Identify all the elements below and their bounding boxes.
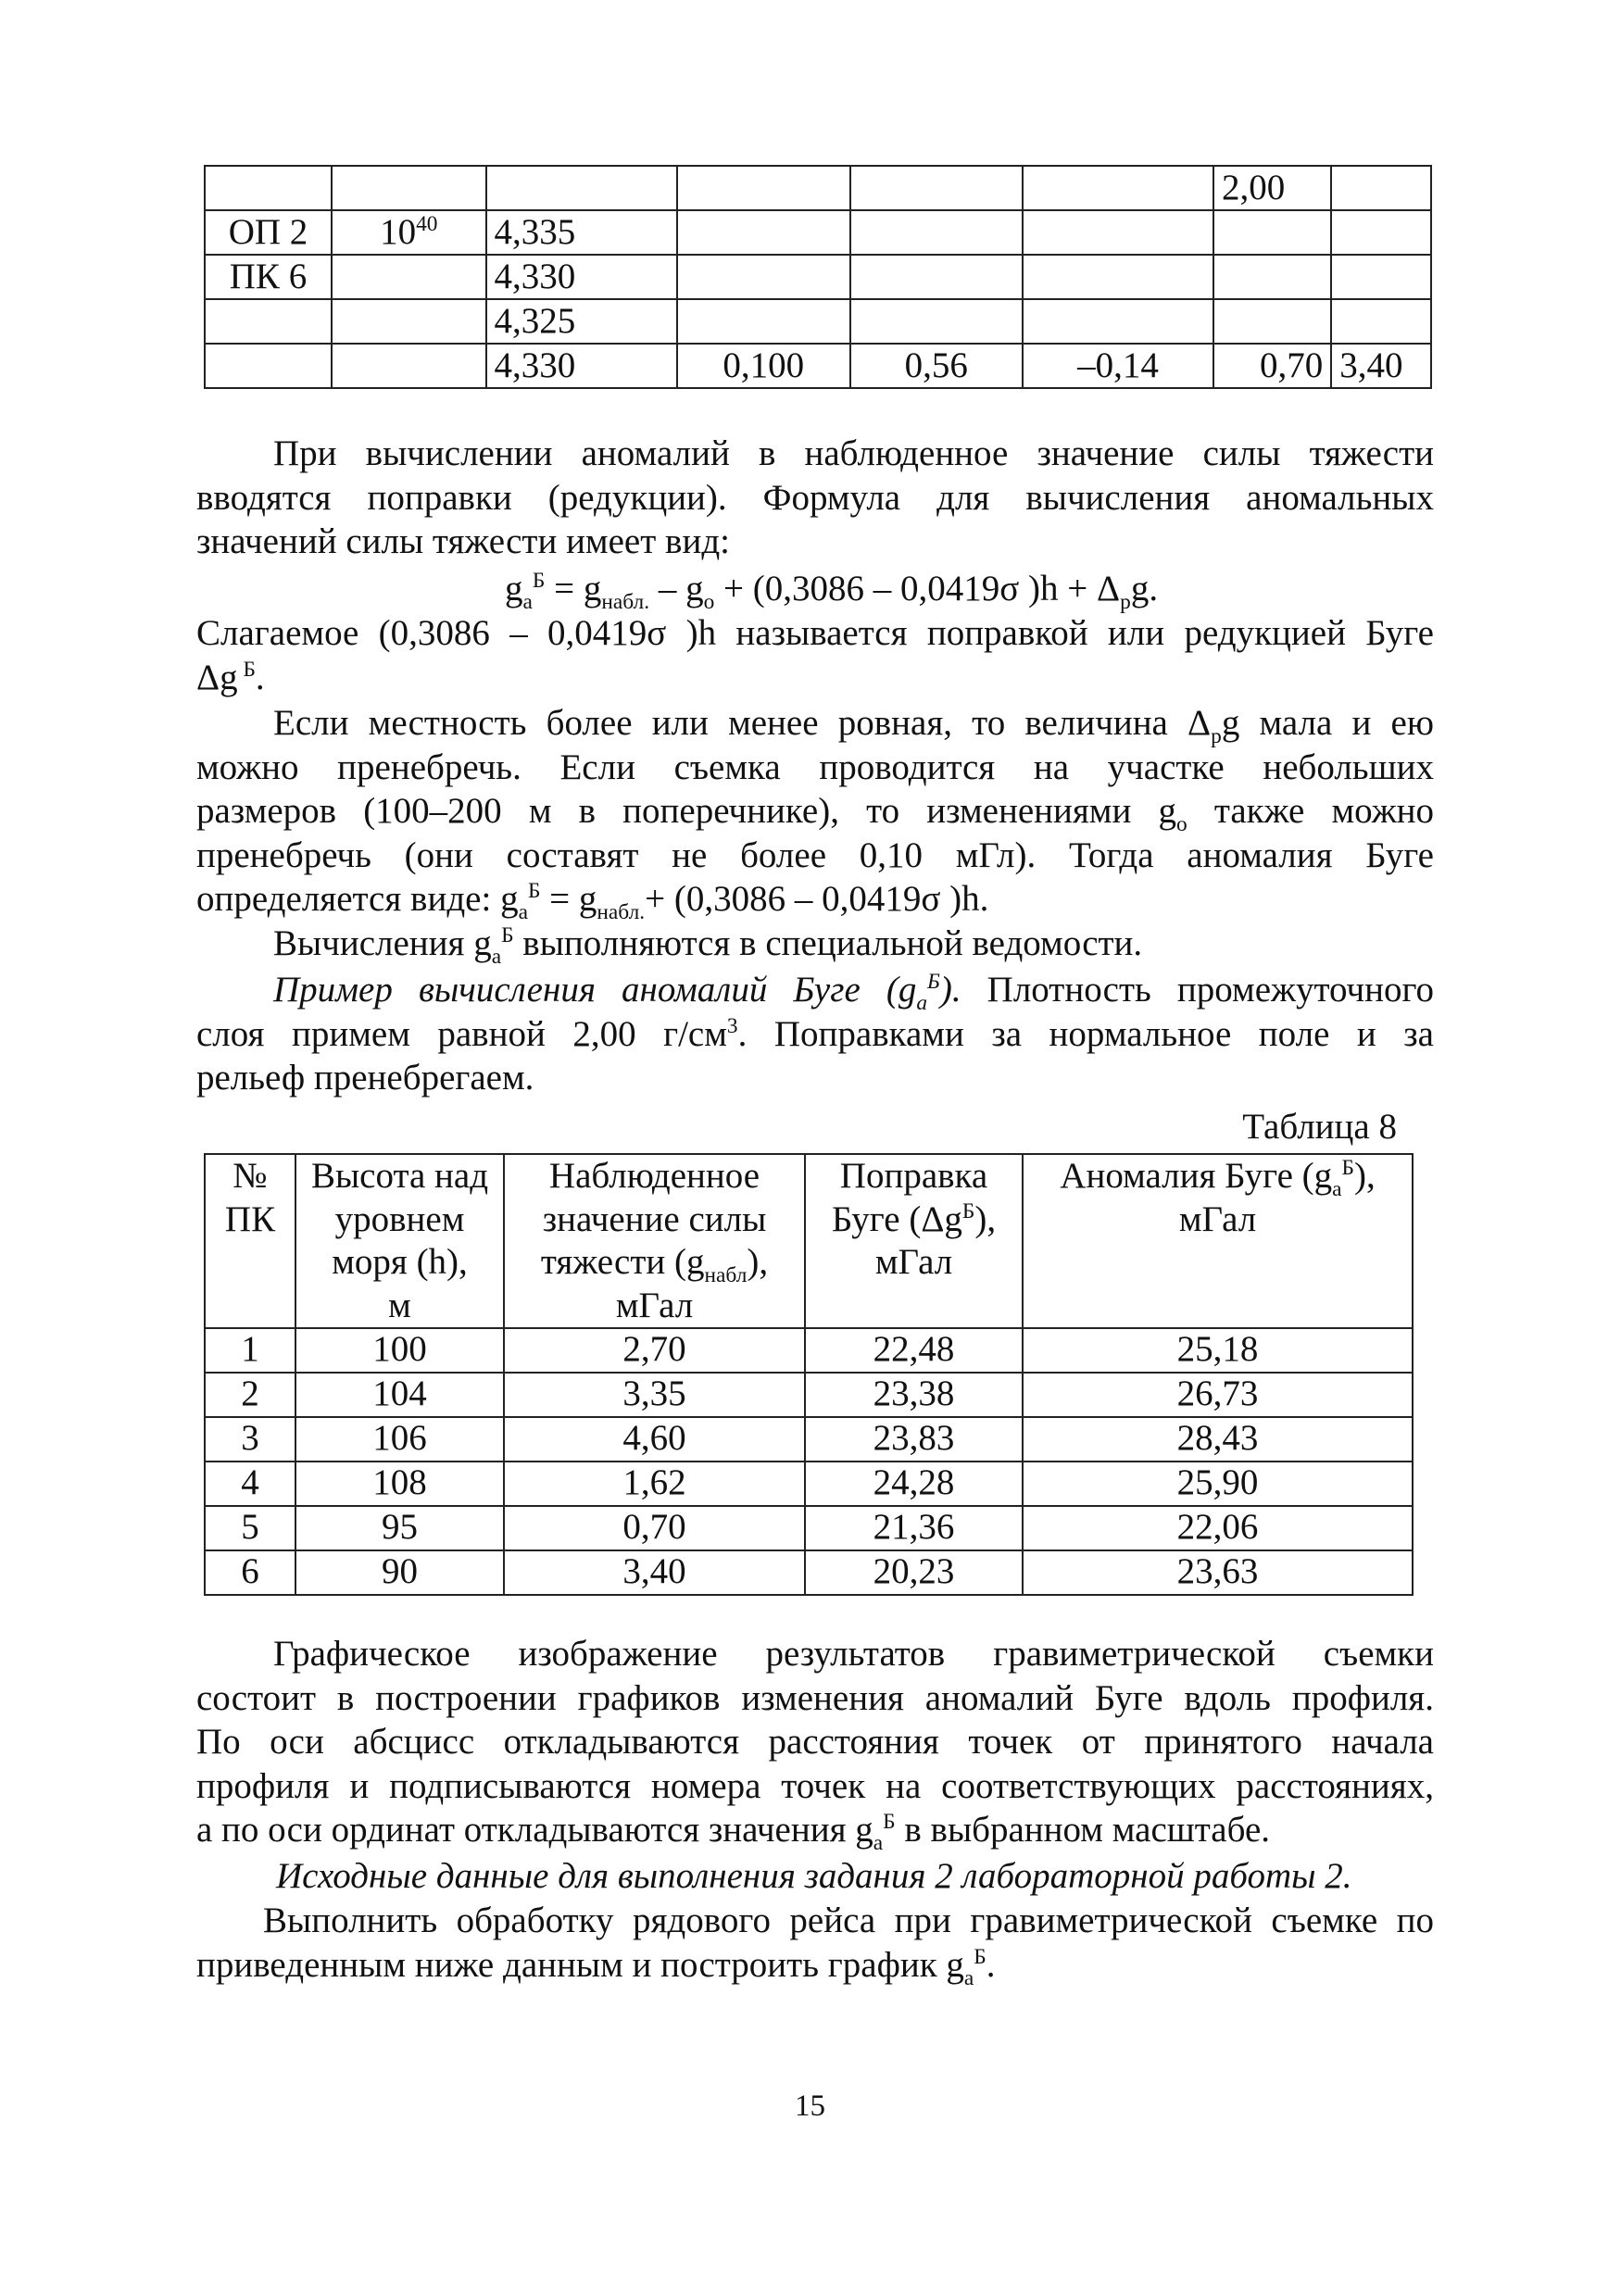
text-line — [196, 1808, 1434, 1855]
header-fragment: тяжести (g — [540, 1242, 705, 1282]
table-cell: 4,330 — [486, 344, 677, 388]
header-text: значение силы — [542, 1198, 767, 1239]
header-text: Поправка — [839, 1156, 988, 1196]
superscript: Б — [1341, 1156, 1354, 1180]
task-heading: Исходные данные для выполнения задания 2 лабораторной работы 2. — [276, 1856, 1352, 1896]
table-cell: 23,83 — [805, 1417, 1023, 1462]
table-cell — [677, 299, 850, 344]
text-fragment: размеров (100–200 м в поперечнике), то изменениями g — [196, 791, 1176, 831]
subscript: а — [963, 1965, 974, 1990]
header-cell-pk — [205, 1154, 295, 1328]
table-caption: Таблица 8 — [1242, 1107, 1397, 1147]
superscript: Б — [237, 657, 256, 682]
table-cell: 6 — [205, 1550, 295, 1595]
table-cell — [205, 299, 332, 344]
table-cell — [332, 166, 486, 210]
subscript: набл — [704, 1262, 748, 1287]
table-row — [205, 1328, 1413, 1373]
table-cell: ОП 2 — [205, 210, 332, 255]
paragraph-bouguer-correction — [196, 611, 1434, 699]
text-fragment: в выбранном масштабе. — [895, 1810, 1271, 1850]
table-cell: –0,14 — [1023, 344, 1213, 388]
table-cell: 23,63 — [1023, 1550, 1413, 1595]
table-cell: 26,73 — [1023, 1373, 1413, 1417]
text-line — [196, 1012, 1434, 1057]
table-row — [205, 299, 1431, 344]
table-cell: 1,62 — [504, 1462, 805, 1506]
text-fragment: + (0,3086 – 0,0419σ )h. — [645, 879, 989, 919]
paragraph-example — [196, 968, 1434, 1100]
header-text: мГал — [874, 1242, 953, 1282]
text-fragment: g мала и ею — [1221, 703, 1434, 743]
header-text: ПК — [224, 1198, 276, 1239]
paragraph-terrain — [196, 701, 1434, 922]
table-cell — [1331, 255, 1431, 299]
header-fragment: ), — [1353, 1156, 1376, 1196]
text-fragment: Δg — [196, 657, 238, 697]
text-fragment: . — [986, 1944, 996, 1985]
header-text: Наблюденное — [548, 1156, 760, 1196]
superscript: Б — [883, 1810, 896, 1834]
table-cell — [1213, 299, 1331, 344]
formula-sub: а — [522, 589, 533, 614]
formula-text: + (0,3086 – 0,0419σ )h + Δ — [714, 569, 1121, 609]
header-fragment: Буге (Δg — [831, 1198, 962, 1239]
paragraph-intro — [196, 432, 1434, 564]
table-cell: 22,48 — [805, 1328, 1023, 1373]
table-cell — [332, 344, 486, 388]
formula-text: = g — [545, 569, 602, 609]
table-cell: 2,70 — [504, 1328, 805, 1373]
table-cell — [1023, 166, 1213, 210]
text-fragment: Плотность промежуточного — [961, 970, 1434, 1010]
table-cell: 0,56 — [850, 344, 1023, 388]
text-line: По оси абсцисс откладываются расстояния точек от принятого начала — [196, 1722, 1434, 1762]
header-cell-height — [295, 1154, 504, 1328]
table-cell — [850, 210, 1023, 255]
header-text: мГал — [615, 1285, 694, 1325]
text-fragment: слоя примем равной 2,00 г/см — [196, 1013, 727, 1054]
table-row — [205, 344, 1431, 388]
header-text — [810, 1198, 1018, 1242]
header-cell-anomaly — [1023, 1154, 1413, 1328]
subscript: а — [1332, 1176, 1342, 1201]
text-line: При вычислении аномалий в наблюденное значение силы тяжести — [273, 433, 1434, 473]
page-number: 15 — [795, 2089, 825, 2123]
header-text: Высота над — [310, 1156, 489, 1196]
table-cell: 4,335 — [486, 210, 677, 255]
table-cell — [332, 255, 486, 299]
table-row — [205, 1462, 1413, 1506]
table-cell: 3 — [205, 1417, 295, 1462]
superscript: Б — [961, 1198, 975, 1223]
table-cell — [1331, 299, 1431, 344]
table-cell: 4,325 — [486, 299, 677, 344]
formula-text: g. — [1130, 569, 1159, 609]
text-line — [196, 701, 1434, 746]
table-cell: 25,90 — [1023, 1462, 1413, 1506]
table-cell: 0,100 — [677, 344, 850, 388]
table-cell: 108 — [295, 1462, 504, 1506]
time-value: 10 — [380, 212, 417, 252]
table-cell: 28,43 — [1023, 1417, 1413, 1462]
text-line: профиля и подписываются номера точек на соответствующих расстояниях, — [196, 1765, 1434, 1806]
table-cell: 100 — [295, 1328, 504, 1373]
table-row — [205, 166, 1431, 210]
table-cell: 90 — [295, 1550, 504, 1595]
text-fragment: а по оси ординат откладываются значения g — [196, 1810, 873, 1850]
superscript: Б — [974, 1944, 986, 1969]
table-cell: 4,330 — [486, 255, 677, 299]
header-text: уровнем — [334, 1198, 465, 1239]
table-cell — [332, 299, 486, 344]
header-fragment: Аномалия Буге (g — [1060, 1156, 1333, 1196]
table-cell — [1023, 299, 1213, 344]
text-fragment: = g — [540, 879, 597, 919]
formula-text: – g — [649, 569, 704, 609]
table-cell: 22,06 — [1023, 1506, 1413, 1550]
header-text: № — [232, 1156, 268, 1196]
table-cell: 21,36 — [805, 1506, 1023, 1550]
text-fragment: приведенным ниже данным и построить график g — [196, 1944, 964, 1985]
text-fragment: Вычисления g — [273, 923, 492, 963]
table-cell — [1213, 210, 1331, 255]
header-fragment: ), — [747, 1242, 769, 1282]
text-line — [196, 656, 1434, 700]
bouguer-formula — [505, 567, 1159, 614]
paragraph-calculation-note — [196, 922, 1434, 969]
superscript: Б — [527, 879, 541, 903]
text-line — [196, 877, 1434, 922]
table-row — [205, 1373, 1413, 1417]
table-cell — [677, 210, 850, 255]
text-line: Выполнить обработку рядового рейса при гравиметрической съемке по — [263, 1901, 1434, 1940]
table-cell — [205, 344, 332, 388]
table-cell — [205, 166, 332, 210]
text-line — [196, 968, 1434, 1015]
formula-sub: о — [703, 589, 715, 614]
formula-sup: Б — [532, 569, 546, 593]
table-cell: 3,35 — [504, 1373, 805, 1417]
text-fragment: выполняются в специальной ведомости. — [513, 923, 1143, 963]
formula-sub: набл. — [601, 589, 650, 614]
table-row — [205, 1550, 1413, 1595]
table-row — [205, 1506, 1413, 1550]
subscript: a — [916, 990, 928, 1015]
formula-sub: р — [1120, 589, 1131, 614]
subscript: о — [1176, 811, 1187, 836]
table-cell: 25,18 — [1023, 1328, 1413, 1373]
header-text: мГал — [1178, 1198, 1257, 1239]
time-superscript: 40 — [416, 212, 438, 236]
table-cell — [1213, 255, 1331, 299]
table-cell — [677, 255, 850, 299]
table-cell: 1 — [205, 1328, 295, 1373]
text-fragment: Если местность более или менее ровная, то величина Δ — [273, 703, 1212, 743]
header-cell-correction — [805, 1154, 1023, 1328]
superscript: 3 — [726, 1013, 738, 1038]
text-line: рельеф пренебрегаем. — [196, 1058, 534, 1098]
formula-text: g — [505, 569, 523, 609]
header-fragment: ), — [974, 1198, 997, 1239]
table-cell — [1331, 210, 1431, 255]
text-line: пренебречь (они составят не более 0,10 мГл). Тогда аномалия Буге — [196, 834, 1434, 875]
paragraph-task — [196, 1899, 1434, 1990]
subscript: а — [518, 899, 528, 924]
paragraph-graphics — [196, 1632, 1434, 1855]
table-row — [205, 1417, 1413, 1462]
text-line: можно пренебречь. Если съемка проводится на участке небольших — [196, 747, 1434, 787]
table-cell — [850, 299, 1023, 344]
table-cell — [332, 210, 486, 255]
table-cell: 0,70 — [1213, 344, 1331, 388]
table-cell: ПК 6 — [205, 255, 332, 299]
header-text — [509, 1241, 800, 1285]
text-line — [196, 922, 1434, 969]
table-cell — [1023, 255, 1213, 299]
text-line: значений силы тяжести имеет вид: — [196, 521, 730, 561]
table-cell: 0,70 — [504, 1506, 805, 1550]
subscript: набл. — [597, 899, 646, 924]
table-cell: 104 — [295, 1373, 504, 1417]
table-cell: 4,60 — [504, 1417, 805, 1462]
subscript: а — [873, 1830, 884, 1855]
header-text — [1027, 1155, 1408, 1201]
table-cell: 3,40 — [1331, 344, 1431, 388]
superscript: Б — [927, 970, 940, 994]
top-data-table — [204, 165, 1432, 389]
text-fragment: . Поправками за нормальное поле и за — [737, 1013, 1434, 1054]
text-line — [196, 789, 1434, 834]
subscript: р — [1211, 723, 1222, 748]
table-cell: 106 — [295, 1417, 504, 1462]
example-title: Пример вычисления аномалий Буге (g — [273, 970, 917, 1010]
table-cell: 2 — [205, 1373, 295, 1417]
table-cell — [850, 166, 1023, 210]
bouguer-table — [204, 1153, 1414, 1596]
table-cell: 95 — [295, 1506, 504, 1550]
table-cell — [677, 166, 850, 210]
text-fragment: также можно — [1187, 791, 1435, 831]
text-line: Слагаемое (0,3086 – 0,0419σ )h называется поправкой или редукцией Буге — [196, 613, 1434, 653]
table-cell: 2,00 — [1213, 166, 1331, 210]
table-cell: 20,23 — [805, 1550, 1023, 1595]
table-cell — [1331, 166, 1431, 210]
subscript: а — [491, 944, 502, 969]
header-cell-observed — [504, 1154, 805, 1328]
text-fragment: ). — [939, 970, 961, 1010]
text-line: Графическое изображение результатов гравиметрической съемки — [273, 1634, 1434, 1674]
header-text: м — [388, 1285, 411, 1325]
table-header-row — [205, 1154, 1413, 1328]
table-cell — [1023, 210, 1213, 255]
table-cell: 4 — [205, 1462, 295, 1506]
superscript: Б — [501, 923, 514, 947]
text-fragment: определяется виде: g — [196, 879, 519, 919]
text-line — [196, 1943, 1434, 1988]
header-text: моря (h), — [332, 1242, 468, 1282]
table-cell: 24,28 — [805, 1462, 1023, 1506]
table-row — [205, 255, 1431, 299]
table-row — [205, 210, 1431, 255]
table-cell: 3,40 — [504, 1550, 805, 1595]
table-cell — [486, 166, 677, 210]
text-line: вводятся поправки (редукции). Формула для вычисления аномальных — [196, 477, 1434, 518]
text-fragment: . — [255, 657, 265, 697]
text-line: состоит в построении графиков изменения аномалий Буге вдоль профиля. — [196, 1677, 1434, 1718]
table-cell — [850, 255, 1023, 299]
table-cell: 5 — [205, 1506, 295, 1550]
table-cell: 23,38 — [805, 1373, 1023, 1417]
